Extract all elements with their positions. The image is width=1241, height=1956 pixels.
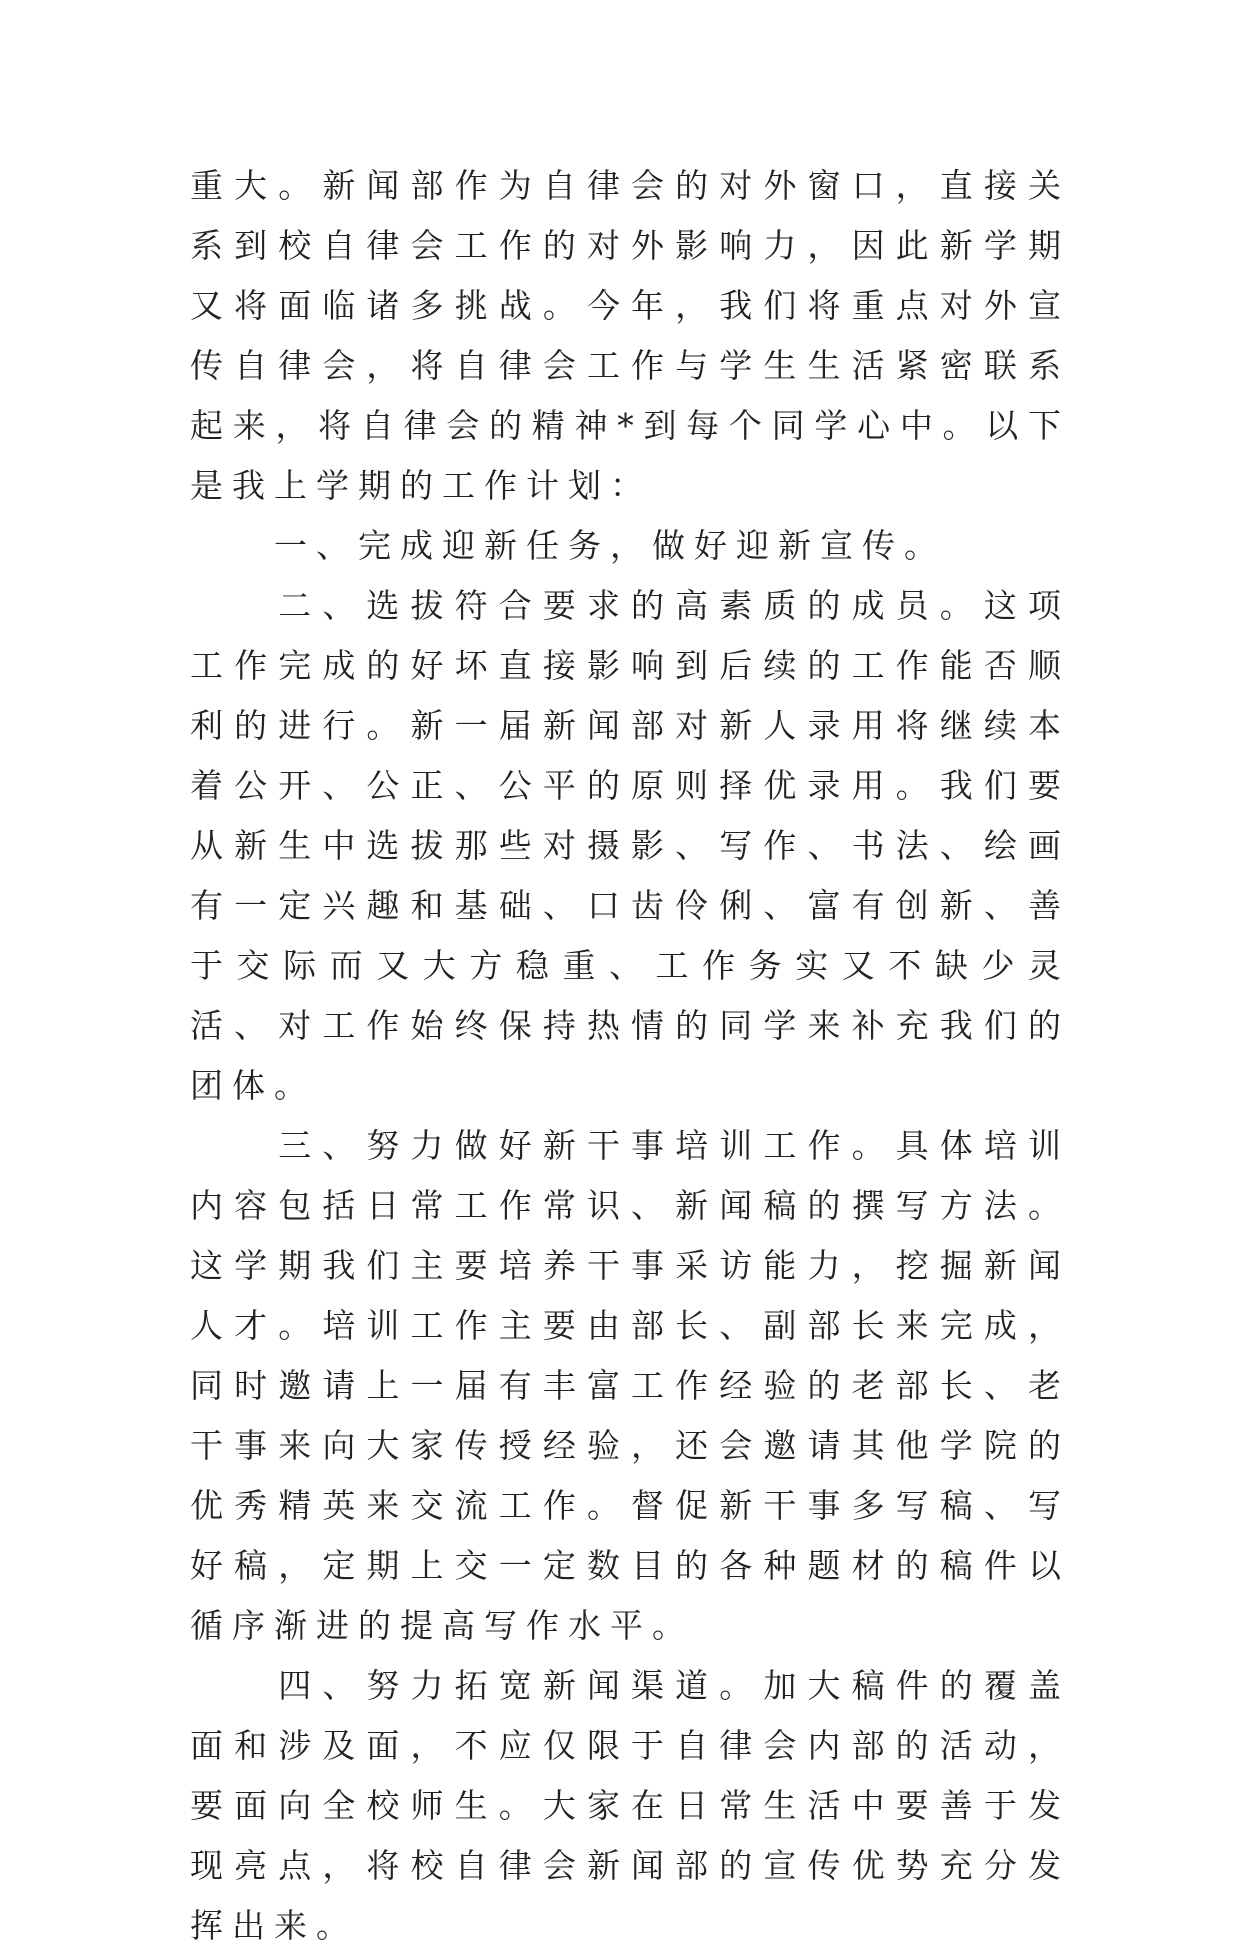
paragraph-intro: 重大。新闻部作为自律会的对外窗口，直接关系到校自律会工作的对外影响力，因此新学期又将面临诸多挑战。今年，我们将重点对外宣传自律会，将自律会工作与学生生活紧密联系起来，将自律会的精神*到每个同学心中。以下是我上学期的工作计划： [190,166,1070,505]
paragraph-item-4: 四、努力拓宽新闻渠道。加大稿件的覆盖面和涉及面，不应仅限于自律会内部的活动，要面向全校师生。大家在日常生活中要善于发现亮点，将校自律会新闻部的宣传优势充分发挥出来。 [190,1666,1070,1945]
paragraph-item-2: 二、选拔符合要求的高素质的成员。这项工作完成的好坏直接影响到后续的工作能否顺利的进行。新一届新闻部对新人录用将继续本着公开、公正、公平的原则择优录用。我们要从新生中选拔那些对摄影、写作、书法、绘画有一定兴趣和基础、口齿伶俐、富有创新、善于交际而又大方稳重、工作务实又不缺少灵活、对工作始终保持热情的同学来补充我们的团体。 [190,586,1070,1105]
document-body [190,156,1070,1956]
paragraph-item-3: 三、努力做好新干事培训工作。具体培训内容包括日常工作常识、新闻稿的撰写方法。这学期我们主要培养干事采访能力，挖掘新闻人才。培训工作主要由部长、副部长来完成，同时邀请上一届有丰富工作经验的老部长、老干事来向大家传授经验，还会邀请其他学院的优秀精英来交流工作。督促新干事多写稿、写好稿，定期上交一定数目的各种题材的稿件以循序渐进的提高写作水平。 [190,1126,1070,1645]
paragraph-item-1: 一、完成迎新任务，做好迎新宣传。 [190,526,946,565]
